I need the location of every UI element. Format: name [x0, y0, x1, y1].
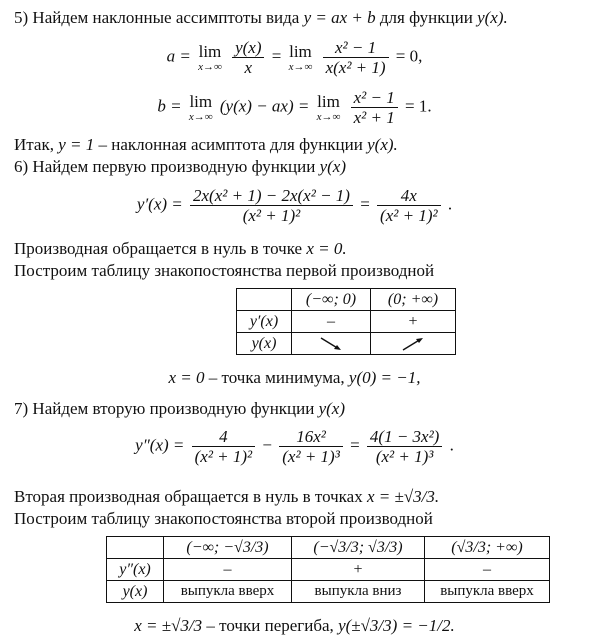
fraction-numerator: x² − 1: [323, 38, 389, 58]
row-label: y(x): [107, 581, 164, 603]
fraction-a-expression: [323, 38, 389, 77]
table-corner-cell: [107, 537, 164, 559]
minimum-point: x = 0: [168, 368, 205, 387]
formula-b-lhs: b =: [157, 96, 182, 116]
equals-sign: =: [360, 194, 370, 214]
zero-text: Вторая производная обращается в нуль в точках: [14, 487, 363, 506]
row-label: y′(x): [237, 311, 292, 333]
interval-header: (−∞; −√3/3): [164, 537, 292, 559]
inflection-value: y(±√3/3) = −1/2.: [338, 616, 455, 635]
fraction-denominator: (x² + 1)²: [194, 447, 253, 466]
table-header-row: [107, 537, 550, 559]
row-label: y(x): [237, 333, 292, 355]
second-derivative-fraction-2: [279, 427, 343, 466]
sign-cell: –: [425, 559, 550, 581]
table-row: [107, 581, 550, 603]
fraction-numerator: 4(1 − 3x²): [367, 427, 442, 447]
fraction-denominator: x: [244, 58, 253, 77]
monotonic-cell: [371, 333, 456, 355]
fraction-denominator: (x² + 1)³: [282, 447, 340, 466]
fraction-denominator: (x² + 1)²: [380, 206, 438, 225]
minimum-value: y(0) = −1,: [348, 368, 421, 387]
fraction-numerator: 16x²: [279, 427, 343, 447]
limit-operator: [317, 93, 341, 123]
sign-cell: –: [292, 311, 371, 333]
table-row: [237, 311, 456, 333]
conclusion-func: y(x).: [367, 135, 398, 154]
formula-b-body: (y(x) − ax) =: [219, 96, 310, 116]
sign-cell: +: [292, 559, 425, 581]
limit-operator: [289, 43, 313, 73]
inflection-statement: [0, 616, 589, 636]
minimum-statement: [0, 368, 589, 388]
formula-second-derivative: [0, 427, 589, 466]
fraction-denominator: (x² + 1)³: [375, 447, 434, 466]
second-derivative-fraction-3: [367, 427, 442, 466]
limit-op-text: lim: [189, 91, 213, 111]
limit-sub: x→∞: [188, 110, 213, 123]
limit-op-text: lim: [289, 41, 312, 61]
formula-a-lhs: a =: [166, 46, 191, 66]
formula-a: [0, 38, 589, 77]
fraction-b-expression: [351, 88, 398, 127]
fraction-denominator: x(x² + 1): [325, 58, 386, 77]
interval-header: (0; +∞): [371, 289, 456, 311]
section-6-heading-text: 6) Найдем первую производную функции: [14, 157, 316, 176]
formula-a-result: = 0,: [395, 46, 423, 66]
formula-b-result: = 1.: [404, 96, 432, 116]
table-row: [107, 559, 550, 581]
first-derivative-table-title: Построим таблицу знакопостоянства первой производной: [14, 261, 435, 280]
limit-operator: [189, 93, 213, 123]
table-row: [237, 333, 456, 355]
equals-sign: =: [271, 46, 282, 66]
convexity-cell: выпукла вниз: [292, 581, 425, 603]
limit-sub: x→∞: [198, 60, 222, 73]
inflection-points: x = ±√3/3: [134, 616, 203, 635]
section-6-func: y(x): [319, 157, 347, 176]
section-7-heading-text: 7) Найдем вторую производную функции: [14, 399, 315, 418]
fraction-denominator: (x² + 1)²: [242, 206, 301, 225]
fraction-numerator: 4: [192, 427, 256, 447]
limit-sub: x→∞: [288, 60, 313, 73]
first-derivative-lhs: y′(x) =: [136, 194, 183, 214]
fraction-yx-over-x: [232, 38, 264, 77]
first-derivative-sign-table: [236, 288, 456, 355]
asymptote-form: y = ax + b: [303, 8, 376, 27]
limit-sub: x→∞: [316, 110, 341, 123]
first-derivative-fraction-1: [190, 186, 353, 225]
arrow-up-right-icon: [400, 336, 426, 352]
formula-first-derivative: [0, 186, 589, 225]
formula-b: [0, 88, 589, 127]
section-5-func: y(x).: [477, 8, 508, 27]
interval-header: (−∞; 0): [292, 289, 371, 311]
conclusion-text: Итак,: [14, 135, 54, 154]
period: .: [447, 194, 453, 214]
interval-header: (√3/3; +∞): [425, 537, 550, 559]
conclusion-text-2: – наклонная асимптота для функции: [98, 135, 363, 154]
table-header-row: [237, 289, 456, 311]
second-derivative-fraction-1: [192, 427, 256, 466]
equals-sign: =: [350, 435, 360, 455]
second-derivative-lhs: y″(x) =: [135, 435, 185, 455]
table-corner-cell: [237, 289, 292, 311]
fraction-numerator: 4x: [377, 186, 441, 206]
second-derivative-table-title: Построим таблицу знакопостоянства второй производной: [14, 509, 433, 528]
conclusion-equation: y = 1: [58, 135, 95, 154]
first-derivative-fraction-2: [377, 186, 441, 225]
minimum-text: – точка минимума,: [208, 368, 345, 387]
convexity-cell: выпукла вверх: [425, 581, 550, 603]
inflection-text: – точки перегиба,: [206, 616, 334, 635]
second-derivative-zero: [14, 487, 439, 507]
zero-text: Производная обращается в нуль в точке: [14, 239, 303, 258]
section-6-heading: [14, 157, 346, 177]
section-5-for-func: для функции: [379, 8, 473, 27]
section-5-heading-text: 5) Найдем наклонные ассимптоты вида: [14, 8, 300, 27]
row-label: y″(x): [107, 559, 164, 581]
fraction-denominator: x² + 1: [353, 108, 395, 127]
first-derivative-zero: [14, 239, 347, 259]
limit-operator: [198, 43, 222, 73]
minus-sign: −: [262, 435, 273, 455]
interval-header: (−√3/3; √3/3): [292, 537, 425, 559]
zero-value: x = ±√3/3.: [366, 487, 440, 506]
period: .: [449, 435, 454, 455]
convexity-cell: выпукла вверх: [164, 581, 292, 603]
section-7-heading: [14, 399, 345, 419]
sign-cell: –: [164, 559, 292, 581]
asymptote-conclusion: [14, 135, 398, 155]
arrow-down-right-icon: [318, 336, 344, 352]
fraction-numerator: x² − 1: [351, 88, 398, 108]
limit-op-text: lim: [198, 41, 222, 61]
fraction-numerator: y(x): [232, 38, 264, 58]
limit-op-text: lim: [317, 91, 340, 111]
sign-cell: +: [371, 311, 456, 333]
fraction-numerator: 2x(x² + 1) − 2x(x² − 1): [190, 186, 353, 206]
zero-value: x = 0.: [306, 239, 347, 258]
section-7-func: y(x): [318, 399, 346, 418]
section-5-heading: [14, 8, 508, 28]
second-derivative-sign-table: [106, 536, 550, 603]
monotonic-cell: [292, 333, 371, 355]
